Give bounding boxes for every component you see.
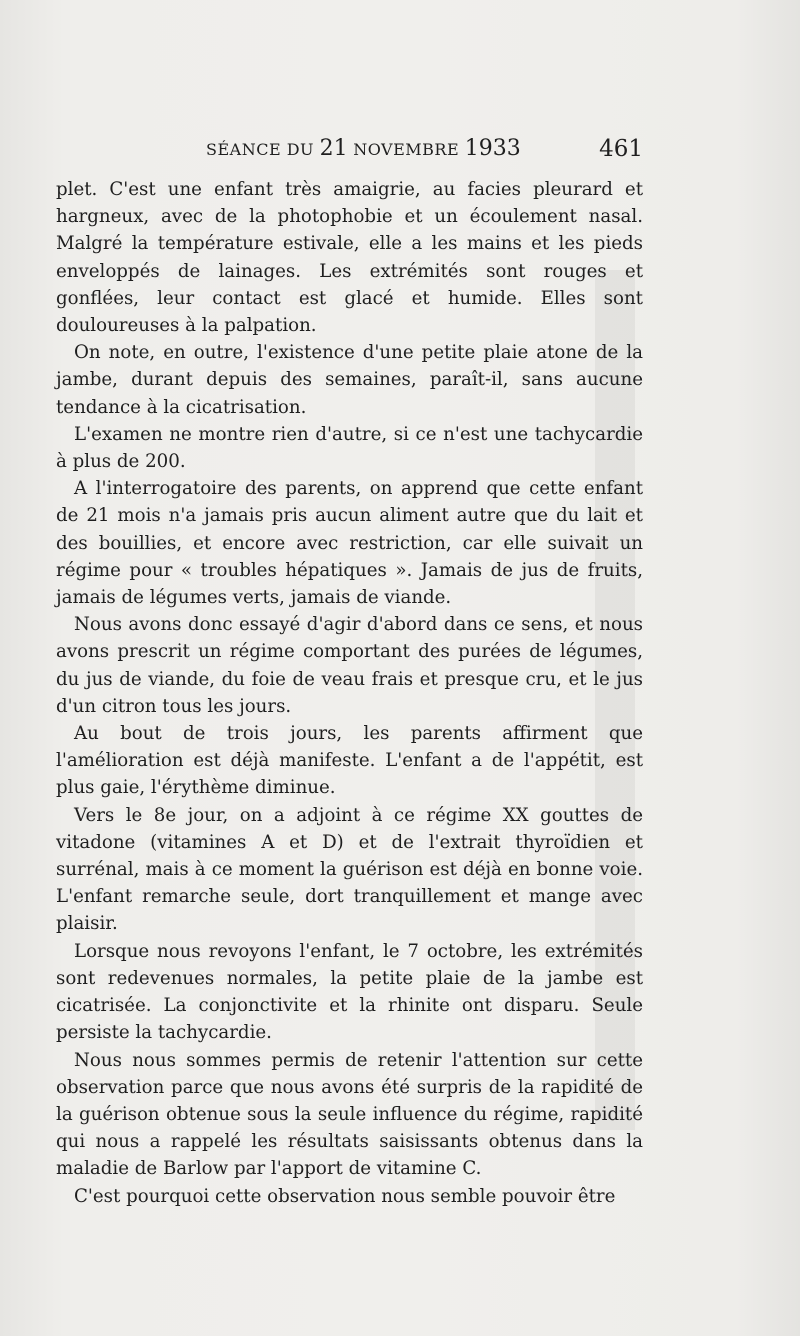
running-title [206,136,521,161]
paragraph: Au bout de trois jours, les parents affirment que l'amélioration est déjà manifeste. L'enfant a de l'appétit, est plus gaie, l'érythème diminue. [56,723,643,799]
running-title-prefix: SÉANCE DU [206,140,320,159]
paragraph: Lorsque nous revoyons l'enfant, le 7 octobre, les extrémités sont redevenues normales, la petite plaie de la jambe est cicatrisée. La conjonctivite et la rhinite ont disparu. Seule persiste la tachycardie. [56,940,643,1044]
running-title-month: NOVEMBRE [347,140,465,159]
page-number: 461 [599,136,643,162]
running-title-day: 21 [319,136,348,161]
paragraph: Nous nous sommes permis de retenir l'attention sur cette observation parce que nous avons été surpris de la rapidité de la guérison obtenue sous la seule influence du régime, rapidité qui nous a rappelé les résultats saisissants obtenus dans la maladie de Barlow par l'apport de vitamine C. [56,1049,643,1180]
running-head [56,128,643,168]
paragraph: L'examen ne montre rien d'autre, si ce n'est une tachycardie à plus de 200. [56,423,643,473]
running-title-year: 1933 [464,136,521,161]
paragraph: plet. C'est une enfant très amaigrie, au facies pleurard et hargneux, avec de la photophobie et un écoulement nasal. Malgré la température estivale, elle a les mains et les pieds enveloppés de lainages. Les extrémités sont rouges et gonflées, leur contact est glacé et humide. Elles sont douloureuses à la palpation. [56,179,643,337]
paragraph: On note, en outre, l'existence d'une petite plaie atone de la jambe, durant depuis des semaines, paraît-il, sans aucune tendance à la cicatrisation. [56,342,643,418]
paragraph: A l'interrogatoire des parents, on apprend que cette enfant de 21 mois n'a jamais pris aucun aliment autre que du lait et des bouillies, et encore avec restriction, car elle suivait un régime pour « troubles hépatiques ». Jamais de jus de fruits, jamais de légumes verts, jamais de viande. [56,478,643,609]
paragraph: Nous avons donc essayé d'agir d'abord dans ce sens, et nous avons prescrit un régime comportant des purées de légumes, du jus de viande, du foie de veau frais et presque cru, et le jus d'un citron tous les jours. [56,614,643,717]
paragraph: C'est pourquoi cette observation nous semble pouvoir être [74,1185,616,1207]
paragraph: Vers le 8e jour, on a adjoint à ce régime XX gouttes de vitadone (vitamines A et D) et de l'extrait thyroïdien et surrénal, mais à ce moment la guérison est déjà en bonne voie. L'enfant remarche seule, dort tranquillement et mange avec plaisir. [56,804,643,935]
body-text [56,176,643,1210]
